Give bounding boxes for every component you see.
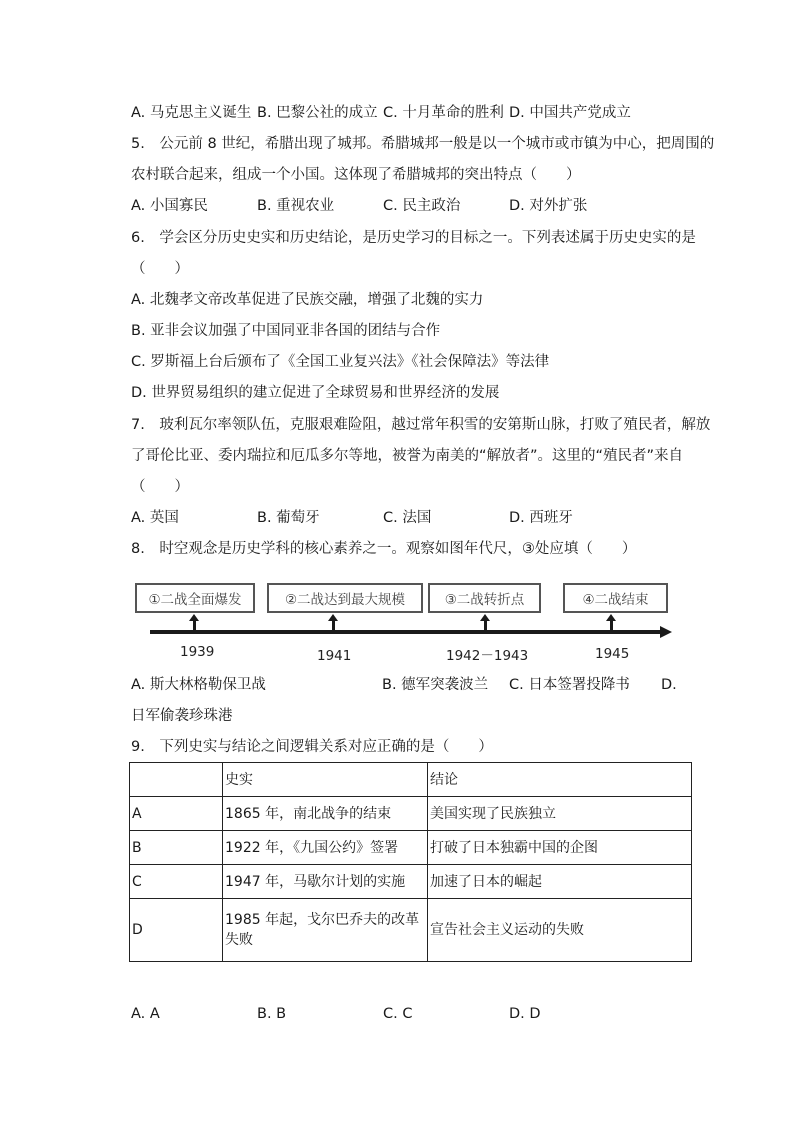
q5-option-d: D. 对外扩张: [509, 198, 588, 214]
q6-stem-line-1: 6. 学会区分历史史实和历史结论，是历史学习的目标之一。下列表述属于历史史实的是: [131, 230, 696, 246]
q6-option-d: D. 世界贸易组织的建立促进了全球贸易和世界经济的发展: [131, 385, 500, 401]
table-cell: 1865 年，南北战争的结束: [223, 797, 428, 831]
q7-option-b: B. 葡萄牙: [257, 510, 320, 526]
table-cell: 美国实现了民族独立: [428, 797, 692, 831]
timeline-arrowhead: [660, 626, 672, 638]
q7-option-a: A. 英国: [131, 510, 179, 526]
timeline-marker-4: [610, 620, 613, 632]
timeline-box-3: ③二战转折点: [428, 583, 541, 613]
q5-option-c: C. 民主政治: [383, 198, 461, 214]
table-cell: 1985 年起，戈尔巴乔夫的改革失败: [223, 899, 428, 962]
timeline-year-3: 1942－1943: [446, 648, 529, 664]
table-header-row: [130, 763, 692, 797]
q8-option-c: C. 日本签署投降书: [509, 677, 630, 693]
table-cell: 打破了日本独霸中国的企图: [428, 831, 692, 865]
q9-table: [129, 762, 692, 962]
timeline-figure: [130, 578, 675, 668]
table-cell: 加速了日本的崛起: [428, 865, 692, 899]
q6-option-b: B. 亚非会议加强了中国同亚非各国的团结与合作: [131, 323, 441, 339]
table-cell: D: [130, 899, 223, 962]
timeline-box-1: ①二战全面爆发: [135, 583, 255, 613]
table-row: [130, 899, 692, 962]
timeline-marker-1: [193, 620, 196, 632]
q4-option-b: B. 巴黎公社的成立: [257, 105, 378, 121]
q7-option-d: D. 西班牙: [509, 510, 573, 526]
q8-option-a: A. 斯大林格勒保卫战: [131, 677, 266, 693]
q5-option-b: B. 重视农业: [257, 198, 335, 214]
q8-option-d: D.: [661, 677, 677, 693]
q6-option-c: C. 罗斯福上台后颁布了《全国工业复兴法》《社会保障法》等法律: [131, 354, 550, 370]
table-cell: B: [130, 831, 223, 865]
q6-option-a: A. 北魏孝文帝改革促进了民族交融，增强了北魏的实力: [131, 292, 484, 308]
timeline-box-4: ④二战结束: [563, 583, 668, 613]
table-header-cell: 结论: [428, 763, 692, 797]
q5-stem-line-2: 农村联合起来，组成一个小国。这体现了希腊城邦的突出特点（ ）: [131, 167, 581, 183]
timeline-year-4: 1945: [595, 646, 630, 662]
q4-option-c: C. 十月革命的胜利: [383, 105, 504, 121]
q6-stem-line-2: （ ）: [131, 261, 189, 277]
q7-stem-line-1: 7. 玻利瓦尔率领队伍，克服艰难险阻，越过常年积雪的安第斯山脉，打败了殖民者，解放: [131, 417, 711, 433]
q9-option-b: B. B: [257, 1006, 287, 1022]
timeline-marker-3: [484, 620, 487, 632]
q9-stem: 9. 下列史实与结论之间逻辑关系对应正确的是（ ）: [131, 739, 493, 755]
timeline-axis: [150, 630, 662, 634]
table-row: [130, 797, 692, 831]
table-cell: 1922 年，《九国公约》签署: [223, 831, 428, 865]
table-row: [130, 865, 692, 899]
q9-option-d: D. D: [509, 1006, 541, 1022]
q8-option-b: B. 德军突袭波兰: [382, 677, 489, 693]
q8-option-d-text: 日军偷袭珍珠港: [131, 708, 233, 724]
q7-stem-line-3: （ ）: [131, 479, 189, 495]
table-cell: A: [130, 797, 223, 831]
table-row: [130, 831, 692, 865]
table-header-cell: 史实: [223, 763, 428, 797]
table-cell: 宣告社会主义运动的失败: [428, 899, 692, 962]
q9-option-c: C. C: [383, 1006, 413, 1022]
table-cell: C: [130, 865, 223, 899]
table-header-cell: [130, 763, 223, 797]
q9-option-a: A. A: [131, 1006, 160, 1022]
q7-option-c: C. 法国: [383, 510, 432, 526]
q5-stem-line-1: 5. 公元前 8 世纪，希腊出现了城邦。希腊城邦一般是以一个城市或市镇为中心，把周围的: [131, 136, 715, 152]
table-cell: 1947 年，马歇尔计划的实施: [223, 865, 428, 899]
timeline-marker-2: [332, 620, 335, 632]
q5-option-a: A. 小国寡民: [131, 198, 208, 214]
q4-option-a: A. 马克思主义诞生: [131, 105, 252, 121]
q4-option-d: D. 中国共产党成立: [509, 105, 631, 121]
q8-stem: 8. 时空观念是历史学科的核心素养之一。观察如图年代尺，③处应填（ ）: [131, 541, 637, 557]
timeline-box-2: ②二战达到最大规模: [267, 583, 423, 613]
timeline-year-1: 1939: [180, 644, 215, 660]
timeline-year-2: 1941: [317, 648, 352, 664]
q7-stem-line-2: 了哥伦比亚、委内瑞拉和厄瓜多尔等地，被誉为南美的“解放者”。这里的“殖民者”来自: [131, 448, 684, 464]
